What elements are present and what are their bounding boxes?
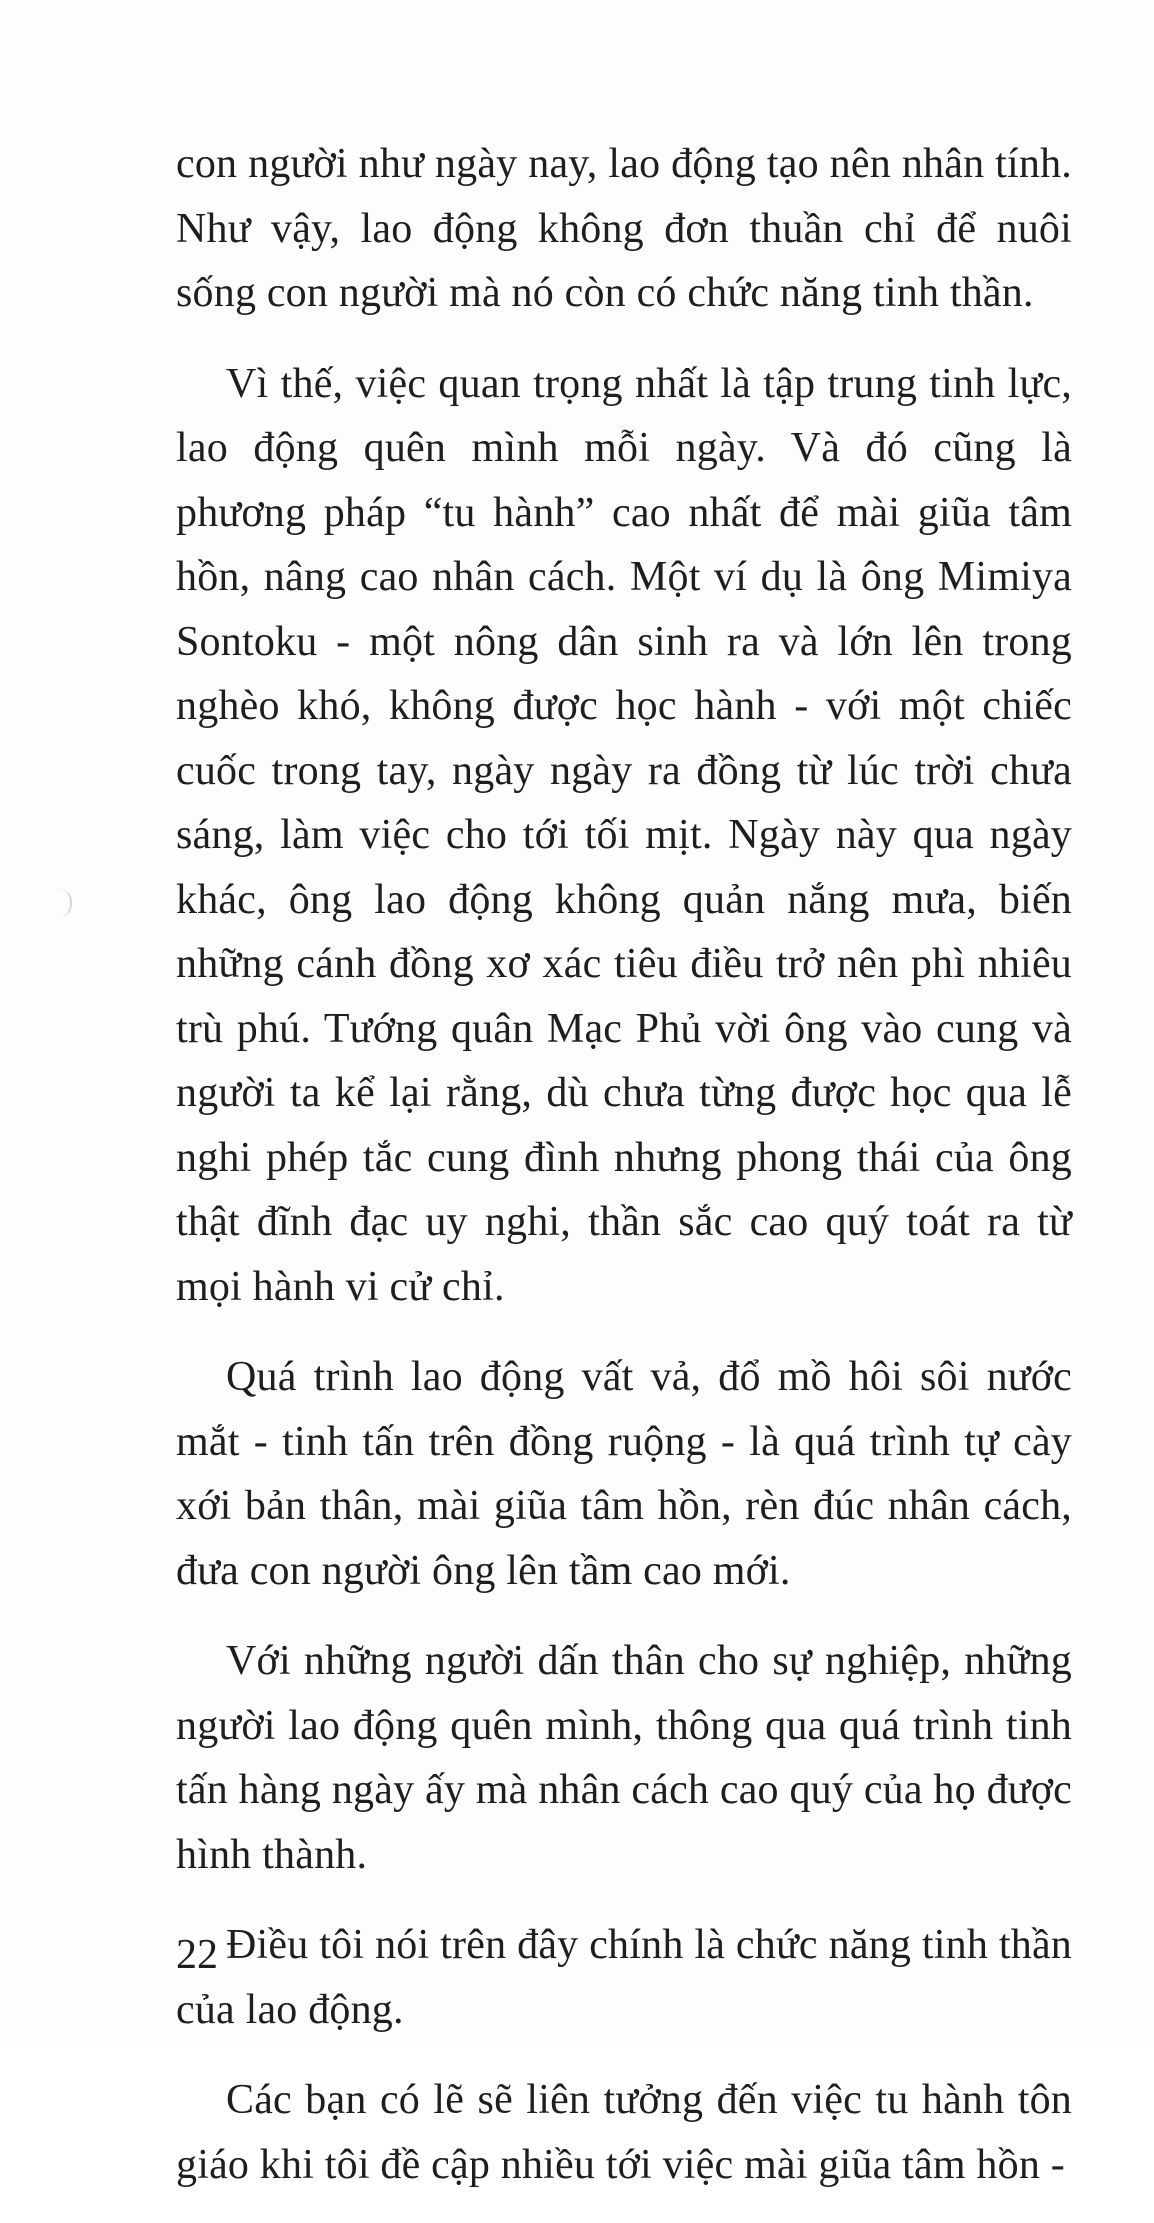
paragraph-4: Với những người dấn thân cho sự nghiệp, những người lao động quên mình, thông qua quá trình tinh tấn hàng ngày ấy mà nhân cách cao quý của họ được hình thành. xyxy=(176,1638,1072,1878)
paragraph-5: Điều tôi nói trên đây chính là chức năng tinh thần của lao động. xyxy=(176,1922,1072,2033)
paragraph-1: con người như ngày nay, lao động tạo nên nhân tính. Như vậy, lao động không đơn thuần chỉ để nuôi sống con người mà nó còn có chức năng tinh thần. xyxy=(176,141,1072,316)
paragraph-3: Quá trình lao động vất vả, đổ mồ hôi sôi nước mắt - tinh tấn trên đồng ruộng - là quá trình tự cày xới bản thân, mài giũa tâm hồn, rèn đúc nhân cách, đưa con người ông lên tầm cao mới. xyxy=(176,1354,1072,1594)
body-text xyxy=(176,132,1072,2223)
page-number: 22 xyxy=(176,1932,218,1978)
page-edge-mark xyxy=(58,888,72,918)
paragraph-2: Vì thế, việc quan trọng nhất là tập trung tinh lực, lao động quên mình mỗi ngày. Và đó cũng là phương pháp “tu hành” cao nhất để mài giũa tâm hồn, nâng cao nhân cách. Một ví dụ là ông Mimiya Sontoku - một nông dân sinh ra và lớn lên trong nghèo khó, không được học hành - với một chiếc cuốc trong tay, ngày ngày ra đồng từ lúc trời chưa sáng, làm việc cho tới tối mịt. Ngày này qua ngày khác, ông lao động không quản nắng mưa, biến những cánh đồng xơ xác tiêu điều trở nên phì nhiêu trù phú. Tướng quân Mạc Phủ vời ông vào cung và người ta kể lại rằng, dù chưa từng được học qua lễ nghi phép tắc cung đình nhưng phong thái của ông thật đĩnh đạc uy nghi, thần sắc cao quý toát ra từ mọi hành vi cử chỉ. xyxy=(176,360,1072,1310)
paragraph-6: Các bạn có lẽ sẽ liên tưởng đến việc tu hành tôn giáo khi tôi đề cập nhiều tới việc mài giũa tâm hồn - xyxy=(176,2077,1072,2188)
